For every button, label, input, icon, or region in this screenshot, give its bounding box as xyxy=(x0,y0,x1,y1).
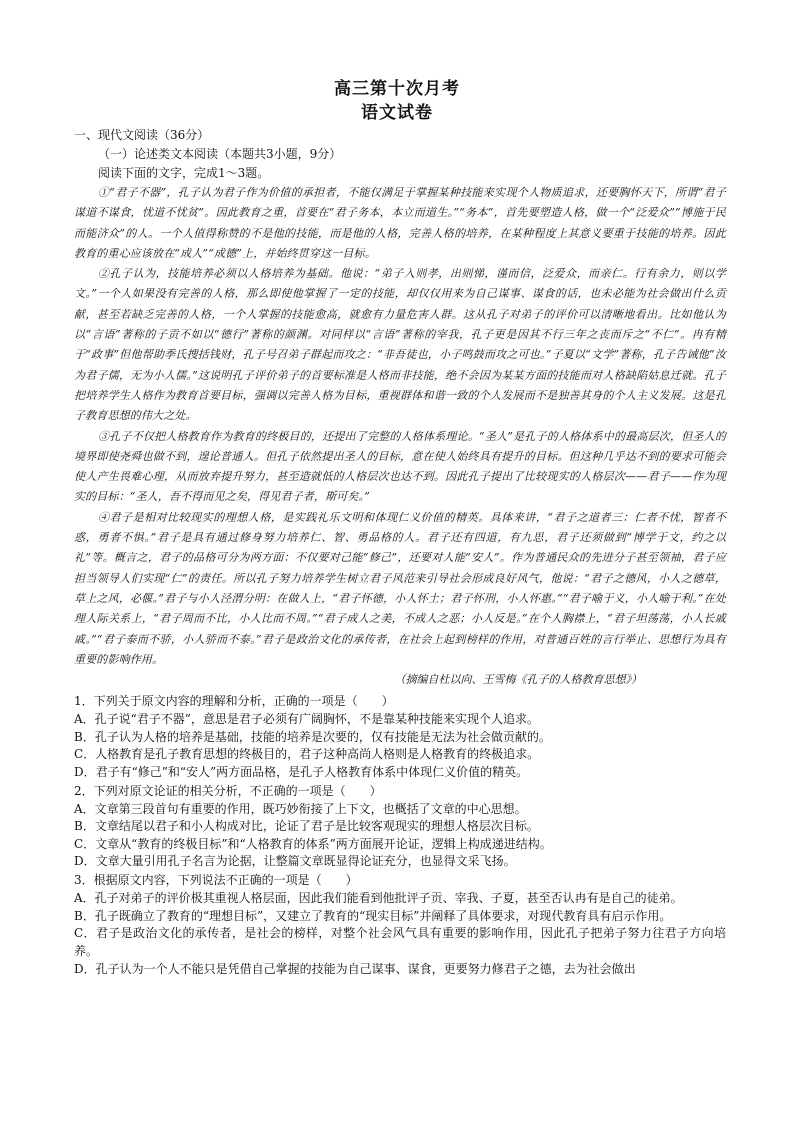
question-2 xyxy=(74,782,726,871)
subsection-heading: （一）论述类文本阅读（本题共3小题，9分） xyxy=(98,147,342,161)
question-option-b: B．文章结尾以君子和小人构成对比，论证了君子是比较客观现实的理想人格层次目标。 xyxy=(74,819,539,834)
question-option-c: C．君子是政治文化的承传者，是社会的榜样，对整个社会风气具有重要的影响作用，因此孔子把弟子努力往君子方向培养。 xyxy=(74,926,726,959)
question-3 xyxy=(74,871,726,979)
question-option-b: B．孔子认为人格的培养是基础，技能的培养是次要的，仅有技能是无法为社会做贡献的。 xyxy=(74,729,551,744)
passage-paragraph-1: ①“君子不器”，孔子认为君子作为价值的承担者，不能仅满足于掌握某种技能来实现个人物质追求，还要胸怀天下，所谓“君子谋道不谋食，忧道不忧贫”。因此教育之重，首要在“君子务本，本立而道生。”“务本”，首先要塑造人格，做一个“泛爱众”“博施于民而能济众”的人。一个人值得称赞的不是他的技能，而是他的人格，完善人格的培养，在某种程度上其意义要重于技能的培养。因此教育的重心应该放在“成人”“成德”上，并始终贯穿这一目标。 xyxy=(74,186,726,260)
question-stem: 3．根据原文内容，下列说法不正确的一项是（ ） xyxy=(74,872,358,887)
question-stem: 2．下列对原文论证的相关分析，不正确的一项是（ ） xyxy=(74,783,382,798)
question-option-d: D．文章大量引用孔子名言为论据，让整篇文章既显得论证充分，也显得文采飞扬。 xyxy=(74,854,516,869)
question-option-c: C．文章从“教育的终极目标”和“人格教育的体系”两方面展开论证，逻辑上构成递进结构。 xyxy=(74,836,552,851)
question-1 xyxy=(74,692,726,781)
passage-paragraph-4: ④君子是相对比较现实的理想人格，是实践礼乐文明和体现仁义价值的精英。具体来讲，“君子之道者三：仁者不忧，智者不惑，勇者不惧。”君子是具有通过修身努力培养仁、智、勇品格的人。君子还有四道，有九思，君子还须做到“博学于文，约之以礼”等。概言之，君子的品格可分为两方面：不仅要对己能“修己”，还要对人能“安人”。作为普通民众的先进分子甚至领袖，君子应担当领导人们实现“仁”的责任。所以孔子努力培养学生树立君子风范来引导社会形成良好风气，他说：“君子之德风，小人之德草，草上之风，必偃。”君子与小人泾渭分明：在做人上，“君子怀德，小人怀土；君子怀刑，小人怀惠。”“君子喻于义，小人喻于利。”在处理人际关系上，“君子周而不比，小人比而不周。”“君子成人之美，不成人之恶；小人反是。”在个人胸襟上，“君子坦荡荡，小人长戚戚。”“君子泰而不骄，小人骄而不泰。”君子是政治文化的承传者，在社会上起到榜样的作用，对普通百姓的言行举止、思想行为具有重要的影响作用。 xyxy=(74,510,726,666)
question-option-a: A．孔子对弟子的评价极其重视人格层面，因此我们能看到他批评子贡、宰我、子夏，甚至否认冉有是自己的徒弟。 xyxy=(74,890,683,905)
passage-paragraph-3: ③孔子不仅把人格教育作为教育的终极目的，还提出了完整的人格体系理论。“圣人”是孔子的人格体系中的最高层次，但圣人的境界即使尧舜也做不到，遑论普通人。但孔子依然提出圣人的目标，意在使人始终具有提升的目标。但这种几乎达不到的要求可能会使人产生畏难心理，从而放弃提升努力，甚至造就低的人格层次也达不到。因此孔子提出了比较现实的人格层次——君子——作为现实的目标：“圣人，吾不得而见之矣，得见君子者，斯可矣。” xyxy=(74,429,726,504)
exam-title: 高三第十次月考 xyxy=(334,79,460,99)
reading-instruction: 阅读下面的文字，完成1～3题。 xyxy=(98,166,270,180)
question-option-c: C．人格教育是孔子教育思想的终极目的，君子这种高尚人格则是人格教育的终极追求。 xyxy=(74,747,540,762)
exam-content xyxy=(74,126,726,979)
question-list xyxy=(74,692,726,979)
question-option-d: D．孔子认为一个人不能只是凭借自己掌握的技能为自己谋事、谋食，更要努力修君子之德，去为社会做出 xyxy=(74,962,636,977)
reading-passage xyxy=(74,183,726,670)
question-stem: 1．下列关于原文内容的理解和分析，正确的一项是（ ） xyxy=(74,694,394,709)
exam-subtitle: 语文试卷 xyxy=(361,103,433,123)
question-option-a: A．文章第三段首句有重要的作用，既巧妙衔接了上下文，也概括了文章的中心思想。 xyxy=(74,801,527,816)
question-option-d: D．君子有“修己”和“安人”两方面品格，是孔子人格教育体系中体现仁义价值的精英。 xyxy=(74,764,529,779)
section-heading: 一、现代文阅读（36分） xyxy=(74,128,210,142)
passage-paragraph-2: ②孔子认为，技能培养必须以人格培养为基础。他说：“弟子入则孝，出则悌，谨而信，泛爱众，而亲仁。行有余力，则以学文。”一个人如果没有完善的人格，那么即使他掌握了一定的技能，却仅仅用来为自己谋事、谋食的话，也未必能为社会做出什么贡献，甚至若缺乏完善的人格，一个人掌握的技能愈高，就愈有力量危害人群。这从孔子对弟子的评价可以清晰地看出。比如他认为以“言语”著称的子贡不如以“德行”著称的颜渊。对同样以“言语”著称的宰我，孔子更是因其不行三年之丧而斥之“不仁”。冉有精于“政事”但他帮助季氏搜括钱财，孔子号召弟子群起而攻之：“非吾徒也，小子鸣鼓而攻之可也。”子夏以“文学”著称，孔子告诫他“汝为君子儒，无为小人儒。”这说明孔子评价弟子的首要标准是人格而非技能，绝不会因为某某方面的技能而对人格缺陷姑息迁就。孔子把培养学生人格作为教育首要目标，强调以完善人格为目标，重视群体和谐一致的个人发展而不是独善其身的个人主义发展。这是孔子教育思想的伟大之处。 xyxy=(74,267,726,423)
passage-source: （摘编自杜以向、王雪梅《孔子的人格教育思想》） xyxy=(394,673,642,687)
question-option-b: B．孔子既确立了教育的“理想目标”，又建立了教育的“现实目标”并阐释了具体要求，对现代教育具有启示作用。 xyxy=(74,908,672,923)
question-option-a: A．孔子说“君子不器”，意思是君子必须有广阔胸怀，不是靠某种技能来实现个人追求。 xyxy=(74,712,539,727)
